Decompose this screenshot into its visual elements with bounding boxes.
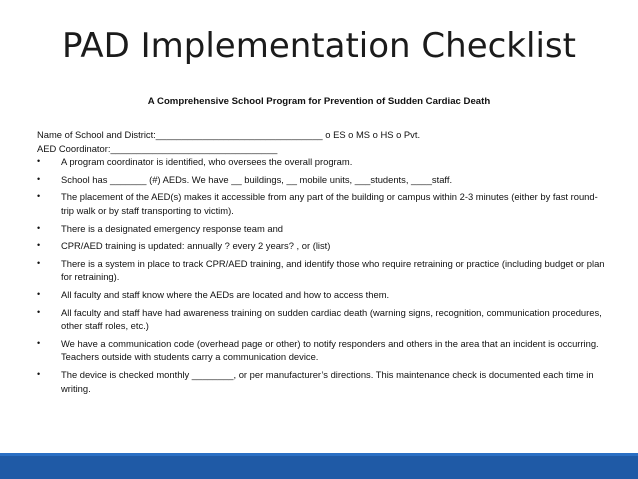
bullet-icon: • (37, 240, 41, 251)
list-item: • There is a system in place to track CPR/AED training, and identify those who require retraining or practice (including budget or plan for retraining). (37, 257, 605, 283)
checklist-content (37, 128, 607, 395)
bullet-icon: • (37, 191, 41, 202)
bullet-icon: • (37, 337, 41, 348)
list-item: • CPR/AED training is updated: annually ? every 2 years? , or (list) (37, 240, 331, 252)
bullet-icon: • (37, 368, 41, 379)
aed-coordinator-line: AED Coordinator:________________________________ (37, 142, 278, 154)
list-item: • A program coordinator is identified, who oversees the overall program. (37, 156, 353, 168)
bullet-icon: • (37, 306, 41, 317)
school-district-line: Name of School and District:________________________________ o ES o MS o HS o Pvt. (37, 129, 421, 140)
bullet-icon: • (37, 257, 41, 268)
list-item: • The placement of the AED(s) makes it accessible from any part of the building or campus within 2-3 minutes (either by fast round-trip walk or by staff transporting to victim). (37, 191, 598, 216)
list-item: • There is a designated emergency response team and (37, 222, 284, 234)
list-item: • School has _______ (#) AEDs. We have __ buildings, __ mobile units, ___students, ____staff. (37, 173, 453, 185)
list-item: • All faculty and staff have had awareness training on sudden cardiac death (warning signs, recognition, communication procedures, other staff roles, etc.) (37, 306, 602, 332)
slide-title: PAD Implementation Checklist (62, 26, 576, 66)
list-item: • The device is checked monthly ________, or per manufacturer’s directions. This maintenance check is documented each time in writing. (37, 368, 594, 394)
footer-bar (0, 453, 638, 479)
list-item: • All faculty and staff know where the AEDs are located and how to access them. (37, 288, 390, 300)
bullet-icon: • (37, 173, 41, 184)
slide-subtitle: A Comprehensive School Program for Prevention of Sudden Cardiac Death (147, 96, 491, 107)
bullet-icon: • (37, 222, 41, 233)
bullet-icon: • (37, 156, 41, 167)
footer-accent-line (0, 453, 638, 456)
list-item: • We have a communication code (overhead page or other) to notify responders and others in the area that an incident is occurring. Teachers outside with students carry a communication device. (37, 337, 599, 363)
bullet-icon: • (37, 288, 41, 299)
